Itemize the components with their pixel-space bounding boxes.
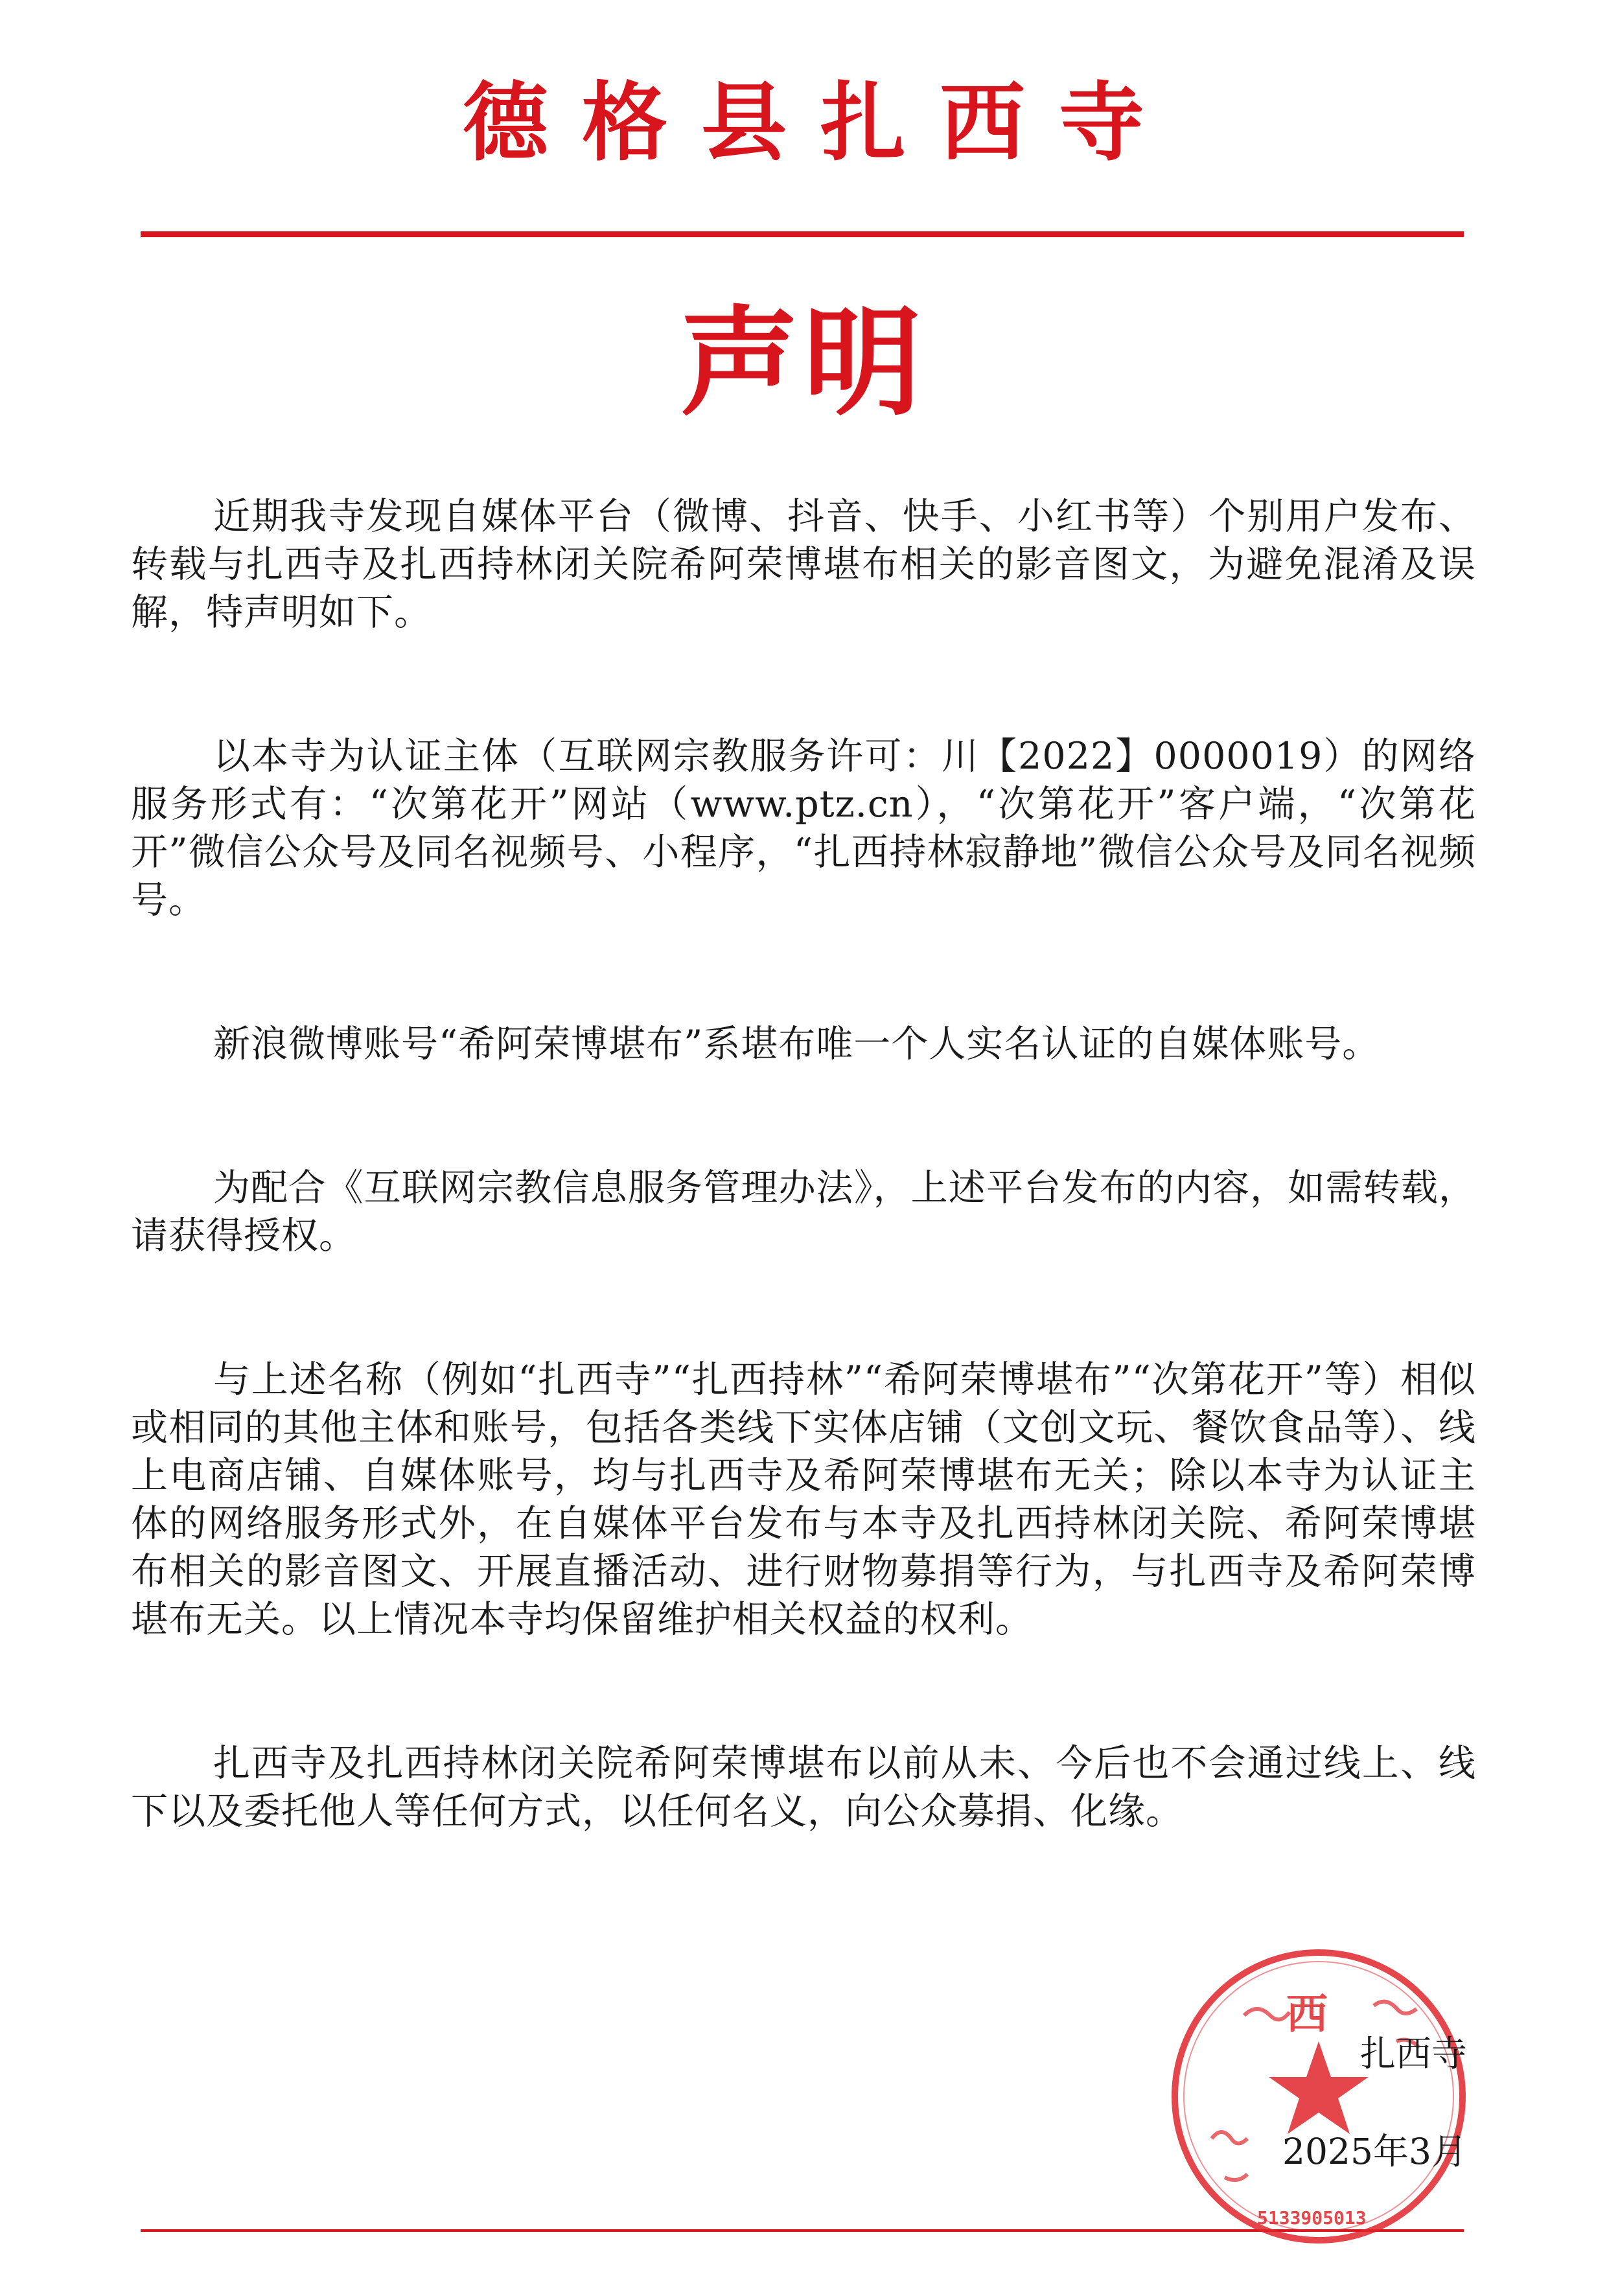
paragraph-reprint-policy: 为配合《互联网宗教信息服务管理办法》，上述平台发布的内容，如需转载，请获得授权。 xyxy=(131,1166,1476,1257)
document-body xyxy=(131,493,1476,1835)
paragraph-no-fundraising: 扎西寺及扎西持林闭关院希阿荣博堪布以前从未、今后也不会通过线上、线下以及委托他人等任何方式，以任何名义，向公众募捐、化缘。 xyxy=(131,1742,1476,1833)
header-divider xyxy=(141,231,1464,237)
seal-number: 5133905013 xyxy=(1257,2207,1367,2229)
paragraph-unrelated-entities: 与上述名称（例如“扎西寺”“扎西持林”“希阿荣博堪布”“次第花开”等）相似或相同的其他主体和账号，包括各类线下实体店铺（文创文玩、餐饮食品等）、线上电商店铺、自媒体账号，均与扎西寺及希阿荣博堪布无关；除以本寺为认证主体的网络服务形式外，在自媒体平台发布与本寺及扎西持林闭关院、希阿荣博堪布相关的影音图文、开展直播活动、进行财物募捐等行为，与扎西寺及希阿荣博堪布无关。以上情况本寺均保留维护相关权益的权利。 xyxy=(131,1358,1476,1641)
paragraph-intro: 近期我寺发现自媒体平台（微博、抖音、快手、小红书等）个别用户发布、转载与扎西寺及扎西持林闭关院希阿荣博堪布相关的影音图文，为避免混淆及误解，特声明如下。 xyxy=(131,495,1476,634)
signature-org: 扎西寺 xyxy=(1359,2033,1467,2074)
document-title: 声明 xyxy=(680,294,927,432)
paragraph-weibo-account: 新浪微博账号“希阿荣博堪布”系堪布唯一个人实名认证的自媒体账号。 xyxy=(213,1023,1380,1065)
paragraph-official-channels: 以本寺为认证主体（互联网宗教服务许可：川【2022】0000019）的网络服务形式有：“次第花开”网站（www.ptz.cn），“次第花开”客户端，“次第花开”微信公众号及同名视频号、小程序，“扎西持林寂静地”微信公众号及同名视频号。 xyxy=(131,735,1476,922)
signature-block xyxy=(1282,2030,1467,2175)
header-org-name: 德格县扎西寺 xyxy=(463,73,1178,173)
signature-date: 2025年3月 xyxy=(1282,2131,1467,2172)
seal-center-char: 西 xyxy=(1286,1991,1328,2039)
